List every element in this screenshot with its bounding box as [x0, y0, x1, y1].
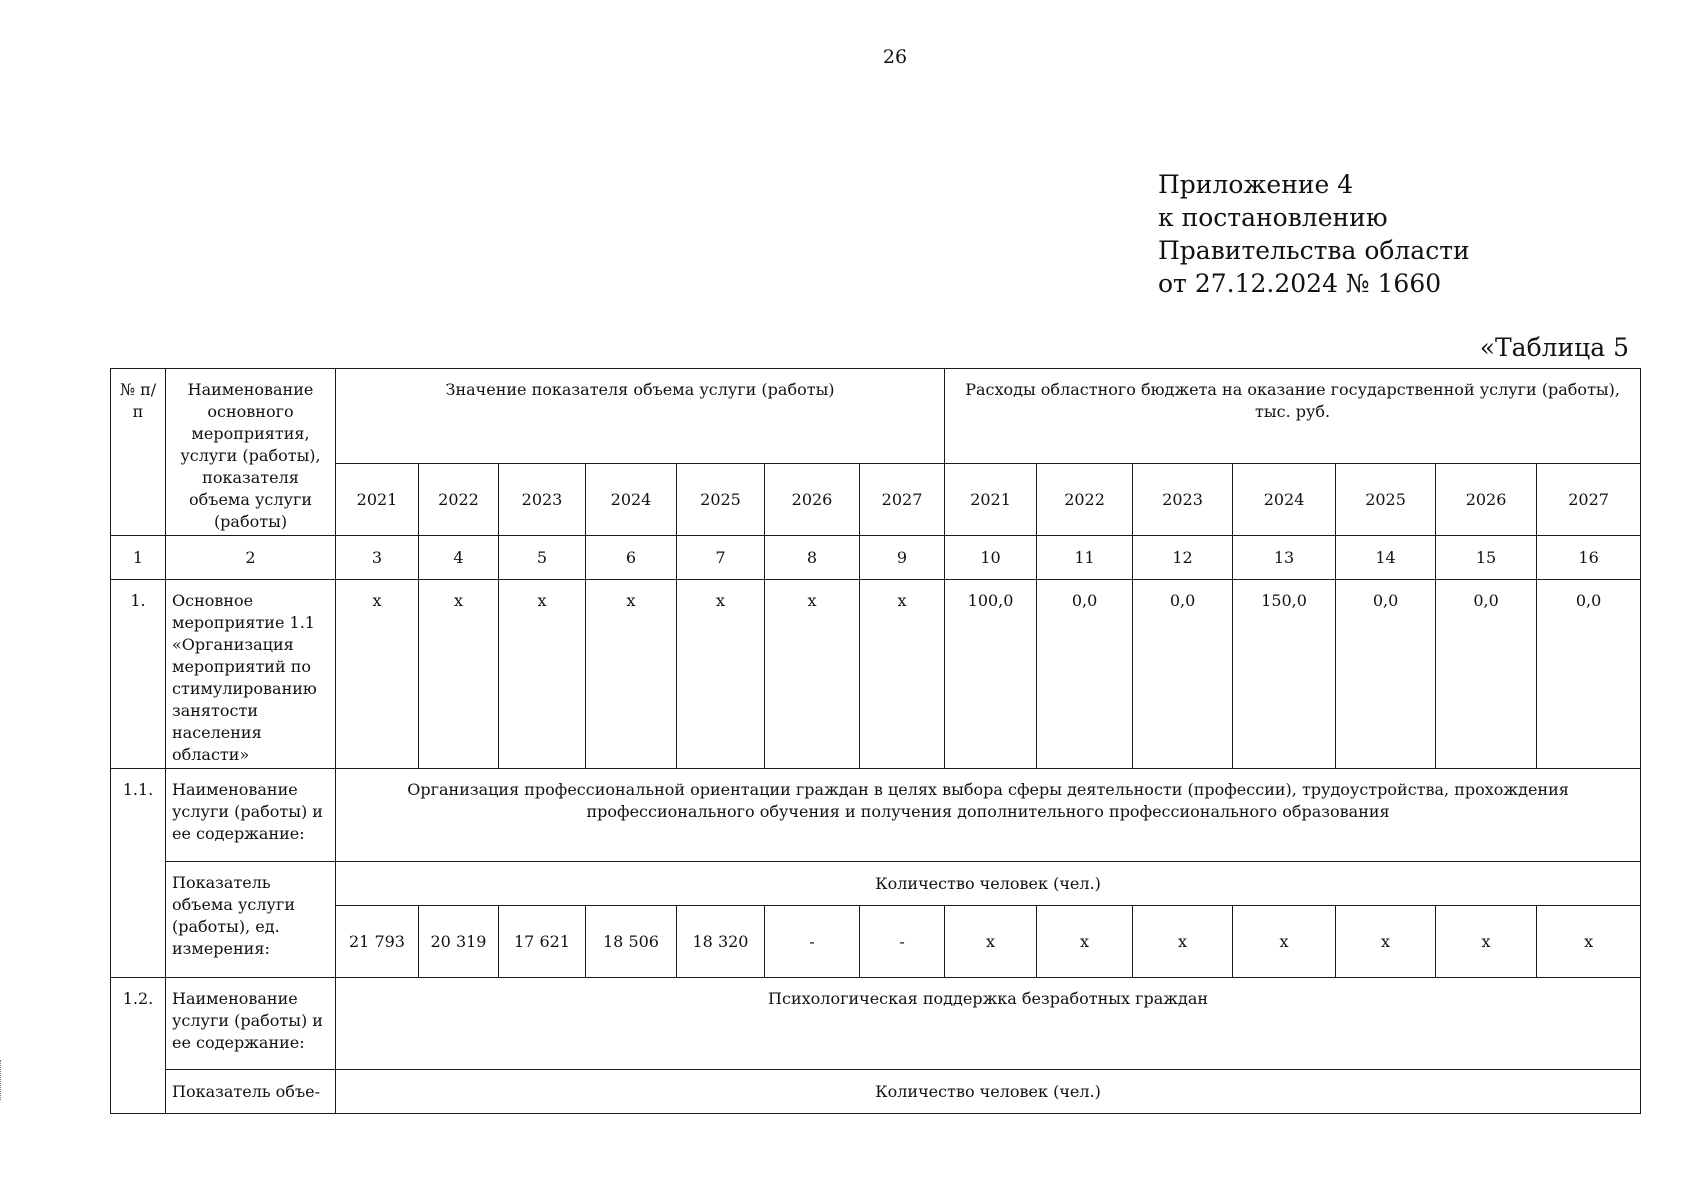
volume-cell: - — [765, 906, 860, 978]
table-row-1-1-values — [111, 906, 1641, 978]
header-name: Наименование основного мероприятия, услуги (работы), показателя объема услуги (работы) — [166, 369, 336, 536]
budget-table — [110, 368, 1641, 1114]
year-cell: 2023 — [499, 464, 586, 536]
indicator-label: Показатель объе- — [166, 1070, 336, 1114]
appendix-block — [1158, 168, 1470, 300]
year-cell: 2022 — [1037, 464, 1133, 536]
header-volume-group: Значение показателя объема услуги (работы) — [336, 369, 945, 464]
expense-cell: 100,0 — [945, 580, 1037, 769]
year-cell: 2021 — [336, 464, 419, 536]
page-number: 26 — [882, 46, 908, 68]
column-number: 1 — [111, 536, 166, 580]
year-cell: 2025 — [1336, 464, 1436, 536]
scan-edge-marks — [0, 1060, 4, 1100]
column-number: 10 — [945, 536, 1037, 580]
service-label: Наименование услуги (работы) и ее содержание: — [166, 978, 336, 1070]
service-text: Психологическая поддержка безработных граждан — [336, 978, 1641, 1070]
row-num: 1. — [111, 580, 166, 769]
volume-cell: х — [419, 580, 499, 769]
appendix-line-3: Правительства области — [1158, 236, 1470, 265]
year-cell: 2024 — [1233, 464, 1336, 536]
year-cell: 2022 — [419, 464, 499, 536]
column-number: 16 — [1537, 536, 1641, 580]
expense-cell: 0,0 — [1037, 580, 1133, 769]
year-cell: 2024 — [586, 464, 677, 536]
appendix-line-1: Приложение 4 — [1158, 170, 1354, 199]
year-cell: 2021 — [945, 464, 1037, 536]
expense-cell: 0,0 — [1133, 580, 1233, 769]
year-cell: 2025 — [677, 464, 765, 536]
year-cell: 2027 — [1537, 464, 1641, 536]
expense-cell: х — [1233, 906, 1336, 978]
table-row-1-2-service — [111, 978, 1641, 1070]
volume-cell: 17 621 — [499, 906, 586, 978]
volume-cell: х — [586, 580, 677, 769]
column-number: 12 — [1133, 536, 1233, 580]
table-row-1 — [111, 580, 1641, 769]
column-number: 11 — [1037, 536, 1133, 580]
column-numbers-row — [111, 536, 1641, 580]
table-row-1-2-unit — [111, 1070, 1641, 1114]
row-num: 1.2. — [111, 978, 166, 1114]
expense-cell: 0,0 — [1537, 580, 1641, 769]
table-row-1-1-unit — [111, 862, 1641, 906]
appendix-line-4: от 27.12.2024 № 1660 — [1158, 269, 1442, 298]
indicator-label: Показатель объема услуги (работы), ед. измерения: — [166, 862, 336, 978]
appendix-line-2: к постановлению — [1158, 203, 1388, 232]
header-row — [111, 369, 1641, 464]
column-number: 13 — [1233, 536, 1336, 580]
volume-cell: 18 320 — [677, 906, 765, 978]
expense-cell: х — [1336, 906, 1436, 978]
expense-cell: х — [1537, 906, 1641, 978]
volume-cell: 20 319 — [419, 906, 499, 978]
expense-cell: х — [1037, 906, 1133, 978]
indicator-unit: Количество человек (чел.) — [336, 1070, 1641, 1114]
expense-cell: 0,0 — [1336, 580, 1436, 769]
table-row-1-1-service — [111, 769, 1641, 862]
expense-cell: х — [1436, 906, 1537, 978]
expense-cell: 150,0 — [1233, 580, 1336, 769]
year-cell: 2023 — [1133, 464, 1233, 536]
year-cell: 2026 — [765, 464, 860, 536]
row-num: 1.1. — [111, 769, 166, 978]
volume-cell: х — [765, 580, 860, 769]
expense-cell: х — [1133, 906, 1233, 978]
column-number: 9 — [860, 536, 945, 580]
volume-cell: - — [860, 906, 945, 978]
volume-cell: х — [499, 580, 586, 769]
volume-cell: х — [336, 580, 419, 769]
column-number: 8 — [765, 536, 860, 580]
header-num: № п/п — [111, 369, 166, 536]
indicator-unit: Количество человек (чел.) — [336, 862, 1641, 906]
column-number: 3 — [336, 536, 419, 580]
column-number: 5 — [499, 536, 586, 580]
header-expense-group: Расходы областного бюджета на оказание государственной услуги (работы), тыс. руб. — [945, 369, 1641, 464]
service-text: Организация профессиональной ориентации граждан в целях выбора сферы деятельности (профессии), трудоустройства, прохождения профессионального обучения и получения дополнительного профессионального образования — [336, 769, 1641, 862]
header-years-row — [111, 464, 1641, 536]
service-label: Наименование услуги (работы) и ее содержание: — [166, 769, 336, 862]
row-name: Основное мероприятие 1.1 «Организация мероприятий по стимулированию занятости населения области» — [166, 580, 336, 769]
volume-cell: х — [677, 580, 765, 769]
column-number: 4 — [419, 536, 499, 580]
column-number: 15 — [1436, 536, 1537, 580]
expense-cell: х — [945, 906, 1037, 978]
column-number: 2 — [166, 536, 336, 580]
year-cell: 2027 — [860, 464, 945, 536]
year-cell: 2026 — [1436, 464, 1537, 536]
column-number: 6 — [586, 536, 677, 580]
column-number: 14 — [1336, 536, 1436, 580]
volume-cell: 18 506 — [586, 906, 677, 978]
expense-cell: 0,0 — [1436, 580, 1537, 769]
column-number: 7 — [677, 536, 765, 580]
volume-cell: 21 793 — [336, 906, 419, 978]
volume-cell: х — [860, 580, 945, 769]
table-caption: «Таблица 5 — [1479, 333, 1629, 362]
